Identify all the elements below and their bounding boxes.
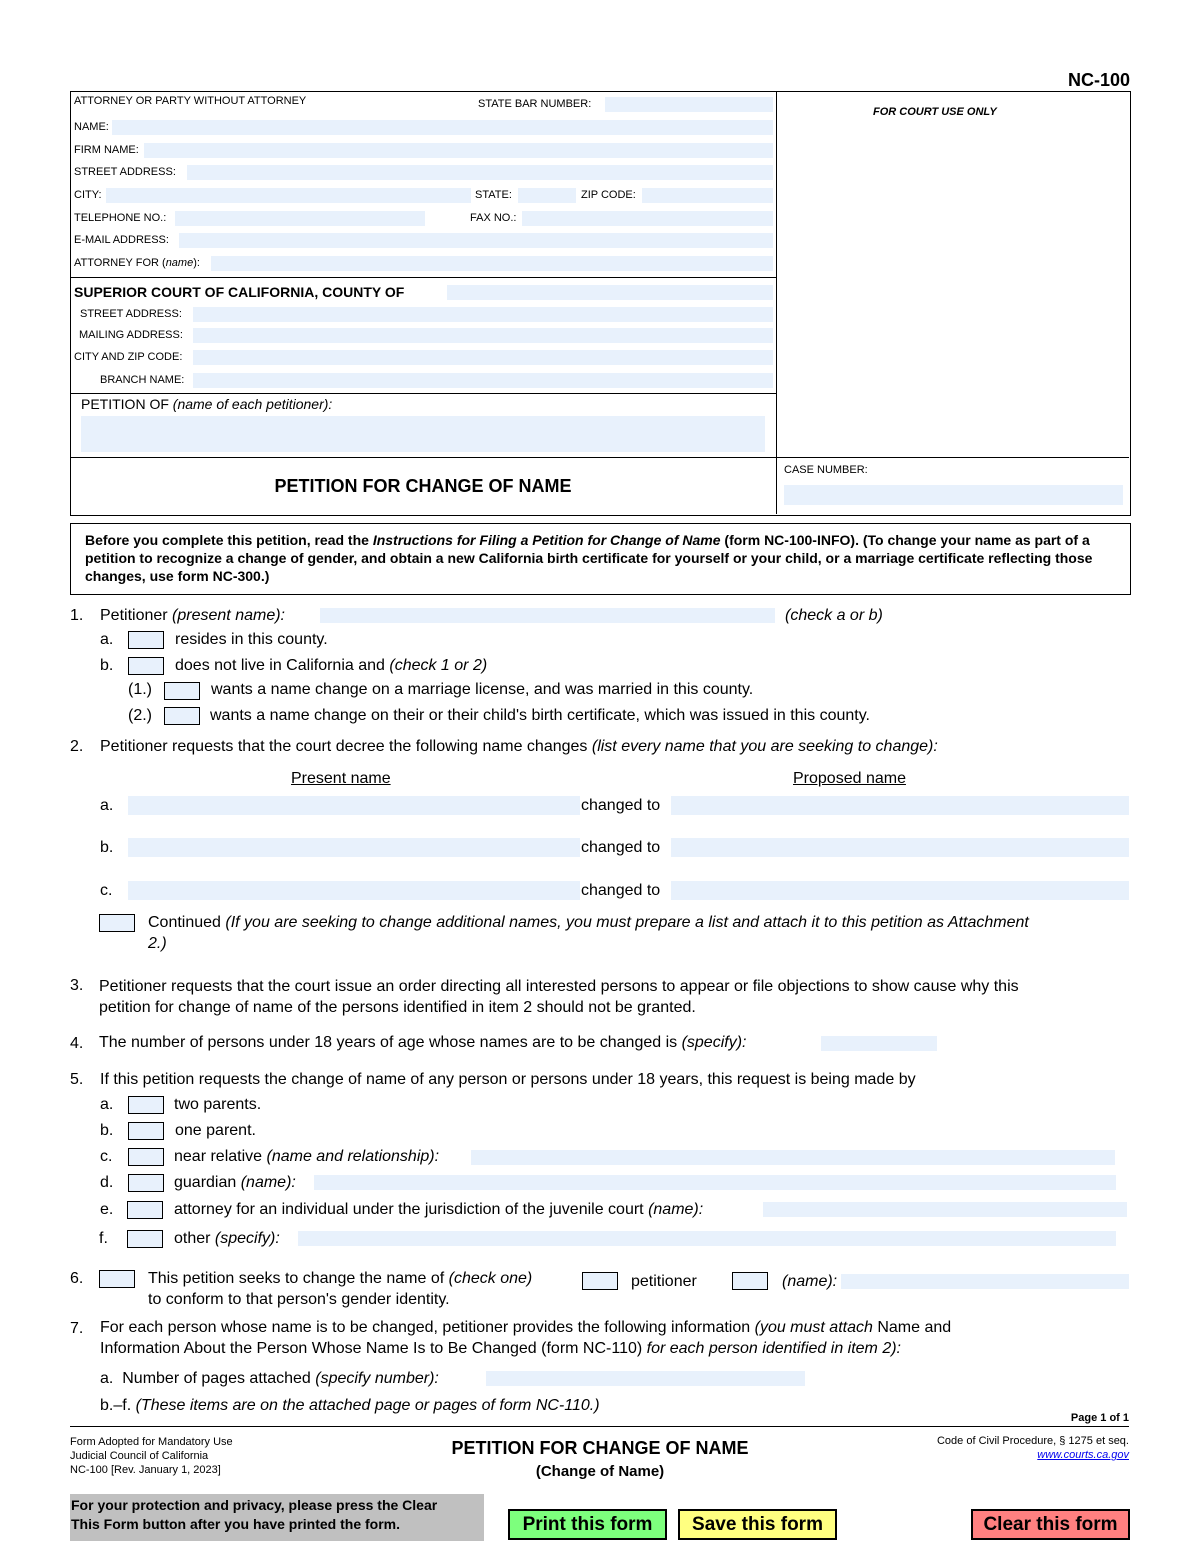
item5c-field[interactable] <box>471 1150 1115 1165</box>
item2b-proposed-field[interactable] <box>671 838 1129 857</box>
item5f-letter: f. <box>99 1230 108 1247</box>
divider <box>70 393 776 394</box>
city-label: CITY: <box>74 189 102 201</box>
item1a-letter: a. <box>100 631 114 648</box>
item2c-present-field[interactable] <box>128 881 580 900</box>
item6-petitioner-checkbox[interactable] <box>582 1272 618 1290</box>
item6-petitioner-label: petitioner <box>631 1273 697 1290</box>
case-number-label: CASE NUMBER: <box>784 464 868 476</box>
item6-name-field[interactable] <box>841 1274 1129 1289</box>
divider <box>70 277 776 278</box>
item2c-letter: c. <box>100 882 113 899</box>
telephone-field[interactable] <box>175 211 425 226</box>
petition-of-label: PETITION OF (name of each petitioner): <box>81 396 333 412</box>
item5e-field[interactable] <box>763 1202 1127 1217</box>
item5-text: If this petition requests the change of name of any person or persons under 18 years, this request is being made by <box>100 1071 916 1088</box>
item4-number: 4. <box>70 1035 84 1052</box>
item2b-changed: changed to <box>581 839 661 856</box>
clear-button[interactable]: Clear this form <box>971 1509 1130 1540</box>
divider <box>776 91 777 514</box>
item2a-proposed-field[interactable] <box>671 796 1129 815</box>
item1b2-checkbox[interactable] <box>164 707 200 725</box>
item5b-letter: b. <box>100 1122 114 1139</box>
petition-of-field[interactable] <box>81 416 765 452</box>
courts-link[interactable]: www.courts.ca.gov <box>1037 1449 1129 1461</box>
item5f-checkbox[interactable] <box>127 1230 163 1248</box>
item5d-text: guardian (name): <box>174 1174 296 1191</box>
item2c-changed: changed to <box>581 882 661 899</box>
continued-text: Continued (If you are seeking to change additional names, you must prepare a list and attach it to this petition as Attachment <box>148 914 1029 931</box>
court-cityzip-field[interactable] <box>193 350 773 365</box>
item5b-text: one parent. <box>175 1122 256 1139</box>
item2a-changed: changed to <box>581 797 661 814</box>
item7-text: For each person whose name is to be changed, petitioner provides the following information (you must attach Name and <box>100 1319 952 1336</box>
court-mailing-field[interactable] <box>193 328 773 343</box>
notice-text: Before you complete this petition, read the Instructions for Filing a Petition for Change of Name (form NC-100-INFO). (To change your name as part of a petition to recognize a change of gender, and obtain a new California birth certificate for yourself or your child, or a marriage certificate reflecting those changes, use form NC-300.) <box>85 532 1093 584</box>
firm-label: FIRM NAME: <box>74 144 139 156</box>
court-street-field[interactable] <box>193 307 773 322</box>
email-field[interactable] <box>179 233 773 248</box>
form-id: NC-100 <box>1067 70 1130 90</box>
item5a-checkbox[interactable] <box>128 1096 164 1114</box>
firm-field[interactable] <box>144 143 773 158</box>
email-label: E-MAIL ADDRESS: <box>74 234 169 246</box>
fax-label: FAX NO.: <box>470 212 517 224</box>
divider <box>70 457 1129 458</box>
item1a-checkbox[interactable] <box>128 631 164 649</box>
item6-name-checkbox[interactable] <box>732 1272 768 1290</box>
zip-label: ZIP CODE: <box>581 189 636 201</box>
petitioner-present-name-field[interactable] <box>320 608 775 623</box>
item6-line2: to conform to that person's gender identity. <box>148 1291 450 1308</box>
item1b-text: does not live in California and (check 1 or 2) <box>175 657 488 674</box>
item5c-text: near relative (name and relationship): <box>174 1148 440 1165</box>
item1b2-number: (2.) <box>128 707 152 724</box>
item5c-checkbox[interactable] <box>128 1148 164 1166</box>
item7-line2: Information About the Person Whose Name Is to Be Changed (form NC-110) for each person identified in item 2): <box>100 1340 901 1357</box>
item4-count-field[interactable] <box>821 1036 937 1051</box>
item5e-text: attorney for an individual under the jurisdiction of the juvenile court (name): <box>174 1201 704 1218</box>
item6-text: This petition seeks to change the name of (check one) <box>148 1270 533 1287</box>
item1b-checkbox[interactable] <box>128 657 164 675</box>
name-field[interactable] <box>112 120 773 135</box>
item5-number: 5. <box>70 1071 84 1088</box>
fax-field[interactable] <box>522 211 773 226</box>
item5d-letter: d. <box>100 1174 114 1191</box>
continued-text-2: 2.) <box>148 935 167 952</box>
court-cityzip-label: CITY AND ZIP CODE: <box>74 351 183 363</box>
item7bf-text: b.–f. (These items are on the attached page or pages of form NC-110.) <box>100 1397 600 1414</box>
item5c-letter: c. <box>100 1148 113 1165</box>
county-field[interactable] <box>447 285 773 300</box>
item5d-checkbox[interactable] <box>128 1174 164 1192</box>
item5f-field[interactable] <box>298 1231 1116 1246</box>
court-mailing-label: MAILING ADDRESS: <box>79 329 183 341</box>
form-title: PETITION FOR CHANGE OF NAME <box>274 476 572 496</box>
item5a-letter: a. <box>100 1096 114 1113</box>
item1a-text: resides in this county. <box>175 631 328 648</box>
proposed-name-heading: Proposed name <box>793 770 906 787</box>
attorney-for-field[interactable] <box>211 256 773 271</box>
attorney-for-label: ATTORNEY FOR (name): <box>74 257 200 269</box>
item5e-checkbox[interactable] <box>127 1201 163 1219</box>
item1b-letter: b. <box>100 657 114 674</box>
footer-title: PETITION FOR CHANGE OF NAME <box>451 1438 749 1458</box>
item1b1-checkbox[interactable] <box>164 682 200 700</box>
item6-checkbox[interactable] <box>99 1270 135 1288</box>
item2b-letter: b. <box>100 839 114 856</box>
item4-text: The number of persons under 18 years of age whose names are to be changed is (specify): <box>99 1034 747 1051</box>
item6-name-label: (name): <box>782 1273 838 1290</box>
item7a-text: a. Number of pages attached (specify number): <box>100 1370 439 1387</box>
name-label: NAME: <box>74 121 109 133</box>
footer-left: Form Adopted for Mandatory Use Judicial Council of California NC-100 [Rev. January 1, 2023] <box>70 1436 233 1476</box>
item7a-pages-field[interactable] <box>486 1371 805 1386</box>
footer-subtitle: (Change of Name) <box>535 1463 665 1480</box>
item5e-letter: e. <box>100 1201 114 1218</box>
item3-line2: petition for change of name of the persons identified in item 2 should not be granted. <box>99 999 696 1016</box>
case-number-field[interactable] <box>784 485 1123 505</box>
item5b-checkbox[interactable] <box>128 1122 164 1140</box>
zip-field[interactable] <box>642 188 773 203</box>
item6-number: 6. <box>70 1270 84 1287</box>
item1b2-text: wants a name change on their or their child's birth certificate, which was issued in this county. <box>210 707 870 724</box>
item2-text: Petitioner requests that the court decree the following name changes (list every name that you are seeking to change): <box>100 738 938 755</box>
state-label: STATE: <box>475 189 512 201</box>
city-field[interactable] <box>106 188 471 203</box>
item5f-text: other (specify): <box>174 1230 280 1247</box>
item3-line1: Petitioner requests that the court issue an order directing all interested persons to appear or file objections to show cause why this <box>99 978 1019 995</box>
court-use-label: FOR COURT USE ONLY <box>873 106 997 118</box>
court-title: SUPERIOR COURT OF CALIFORNIA, COUNTY OF <box>74 284 405 300</box>
save-button[interactable]: Save this form <box>678 1509 837 1540</box>
print-button[interactable]: Print this form <box>508 1509 667 1540</box>
item2-number: 2. <box>70 738 84 755</box>
street-label: STREET ADDRESS: <box>74 166 176 178</box>
item2c-proposed-field[interactable] <box>671 881 1129 900</box>
item1-check-hint: (check a or b) <box>785 607 883 624</box>
footer-rule <box>70 1426 1129 1427</box>
item2a-present-field[interactable] <box>128 796 580 815</box>
item2a-letter: a. <box>100 797 114 814</box>
present-name-heading: Present name <box>291 770 391 787</box>
court-street-label: STREET ADDRESS: <box>80 308 182 320</box>
state-bar-label: STATE BAR NUMBER: <box>478 98 592 110</box>
page-number: Page 1 of 1 <box>1070 1412 1129 1424</box>
state-bar-field[interactable] <box>605 97 773 112</box>
continued-checkbox[interactable] <box>99 914 135 932</box>
item5d-field[interactable] <box>314 1175 1116 1190</box>
privacy-notice: For your protection and privacy, please press the Clear This Form button after you have printed the form. <box>70 1494 484 1541</box>
item7-number: 7. <box>70 1320 84 1337</box>
footer-code: Code of Civil Procedure, § 1275 et seq. <box>936 1435 1129 1447</box>
attorney-label: ATTORNEY OR PARTY WITHOUT ATTORNEY <box>74 95 307 107</box>
item5a-text: two parents. <box>174 1096 262 1113</box>
item1b1-number: (1.) <box>128 681 152 698</box>
street-field[interactable] <box>187 165 773 180</box>
court-branch-field[interactable] <box>193 373 773 388</box>
telephone-label: TELEPHONE NO.: <box>74 212 167 224</box>
item2b-present-field[interactable] <box>128 838 580 857</box>
item1-label: Petitioner (present name): <box>100 607 285 624</box>
item1-number: 1. <box>70 607 84 624</box>
state-field[interactable] <box>518 188 576 203</box>
item1b1-text: wants a name change on a marriage license, and was married in this county. <box>211 681 754 698</box>
item3-number: 3. <box>70 977 84 994</box>
court-branch-label: BRANCH NAME: <box>100 374 185 386</box>
